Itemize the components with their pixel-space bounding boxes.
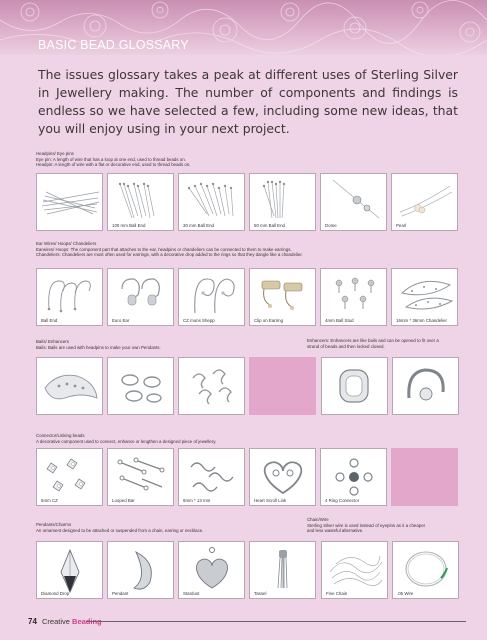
product-label: Tassel	[254, 591, 267, 596]
product-tile	[392, 541, 459, 599]
product-tile	[249, 448, 316, 506]
product-tile	[107, 268, 174, 326]
product-tile	[107, 357, 174, 415]
product-tile	[178, 268, 245, 326]
magazine-name-accent: Beading	[72, 617, 102, 626]
definition-line: Bails: Bails are used with headpins to make your own Pendants.	[36, 344, 161, 350]
definition-line: A decorative component used to connect, enhance or lengthen a designed piece of jewellery.	[36, 438, 217, 444]
product-tile	[36, 268, 103, 326]
section-title: Chain/Wire	[307, 517, 329, 522]
pendants-row	[36, 541, 316, 599]
headpin-bundle-icon	[37, 174, 104, 232]
product-label: 4mm Ball Stud	[325, 318, 354, 323]
product-tile	[36, 448, 103, 506]
product-label: 6mm * 13 mm	[183, 498, 211, 503]
product-label: Diamond Drop	[41, 591, 70, 596]
product-label: Pearl	[396, 223, 407, 228]
enhancer-icon	[393, 358, 460, 416]
product-label: Fine Chain	[326, 591, 348, 596]
bails-description	[36, 339, 161, 350]
product-label: Clip on Earring	[254, 318, 284, 323]
enhancers-description	[307, 338, 439, 349]
product-tile	[321, 541, 388, 599]
product-tile	[391, 268, 458, 326]
product-tile	[107, 541, 174, 599]
headpins-description	[36, 151, 191, 168]
definition-line: and less wasteful alternative.	[307, 528, 364, 534]
earwires-row	[36, 268, 458, 326]
product-label: 16mm * 36mm Chandelier	[396, 318, 448, 323]
product-tile	[178, 448, 245, 506]
product-label: Heart Scroll Link	[254, 498, 287, 503]
magazine-name: Creative	[42, 617, 70, 626]
product-tile	[36, 173, 103, 231]
product-tile	[107, 173, 174, 231]
bails-row	[36, 357, 316, 415]
bail-icon	[108, 358, 175, 416]
connectors-row	[36, 448, 458, 506]
product-label: 30 mm Ball End	[183, 223, 214, 228]
product-tile	[320, 448, 387, 506]
section-title: Pendants/Charms	[36, 522, 72, 527]
product-label: 50 mm Ball End	[254, 223, 285, 228]
product-label: 4 Ring Connector	[325, 498, 360, 503]
product-tile	[320, 268, 387, 326]
product-tile	[249, 268, 316, 326]
page-title: BASIC BEAD GLOSSARY	[38, 38, 189, 52]
product-tile	[321, 357, 388, 415]
scroll-bail-icon	[179, 358, 246, 416]
product-label: Dome	[325, 223, 337, 228]
intro-paragraph: The issues glossary takes a peak at different uses of Sterling Silver in Jewellery making. The number of components and findings is endless so we have selected a few, including some new ideas, that you will enjoy using in your next project.	[38, 67, 458, 136]
section-title: Bails/ Enhancers	[36, 339, 69, 344]
definition-line: Earwires/ Hoops: The component part that attaches to the ear, headpins or chandeliers can be connected to them to make earrings.	[36, 246, 292, 252]
pendants-description	[36, 522, 203, 533]
definition-line: An ornament designed to be attached or suspended from a chain, earring or necklace.	[36, 527, 204, 533]
connectors-description	[36, 433, 216, 444]
section-title: Connector/Linking beads	[36, 433, 85, 438]
definition-line: Chandeliers: Chandeliers are most often used for earrings, with a decorative drop added to the rings so that they dangle like a chandelier.	[36, 252, 303, 258]
definition-line: Enhancers: Enhancers are like bails and can be opened to fit over a	[307, 338, 439, 343]
product-tile	[107, 448, 174, 506]
product-label: Stardust	[183, 591, 200, 596]
product-tile	[178, 173, 245, 231]
enhancer-icon	[322, 358, 389, 416]
chains-row	[321, 541, 459, 599]
product-label: Euro Ear	[112, 318, 130, 323]
product-label: .05 Wire	[397, 591, 414, 596]
enhancers-row	[321, 357, 459, 415]
definition-line: strand of beads and then locked closed.	[307, 343, 385, 349]
product-label: 100 mm Ball End	[112, 223, 146, 228]
earwires-description	[36, 241, 303, 258]
chains-description	[307, 517, 425, 534]
color-swatch	[249, 357, 316, 415]
product-tile	[249, 541, 316, 599]
definition-line: Eye pin: A length of wire that has a loop at one end, used to thread beads on.	[36, 156, 186, 162]
footer-divider	[86, 621, 466, 622]
product-tile	[178, 541, 245, 599]
section-title: Ear Wires/ Hoops/ Chandeliers	[36, 241, 97, 246]
product-tile	[178, 357, 245, 415]
filigree-bail-icon	[37, 358, 104, 416]
product-tile	[249, 173, 316, 231]
product-label: Ball End	[41, 318, 58, 323]
section-title: Headpins/ Eye pins	[36, 151, 74, 156]
headpins-row	[36, 173, 458, 231]
product-label: 5mm CZ	[41, 498, 58, 503]
product-tile	[392, 357, 459, 415]
header-banner	[0, 0, 487, 55]
product-tile	[36, 357, 103, 415]
color-swatch	[391, 448, 458, 506]
product-tile	[391, 173, 458, 231]
product-tile	[36, 541, 103, 599]
product-label: CZ mons Shepp	[183, 318, 215, 323]
definition-line: Sterling Silver wire is used instead of eyepins as it a cheaper	[307, 522, 426, 528]
page-number: 74	[28, 617, 37, 626]
product-tile	[320, 173, 387, 231]
product-label: Looped Bar	[112, 498, 135, 503]
definition-line: Headpin: A length of wire with a flat or decorative end, used to thread beads on.	[36, 162, 191, 168]
product-label: Pendant	[112, 591, 129, 596]
